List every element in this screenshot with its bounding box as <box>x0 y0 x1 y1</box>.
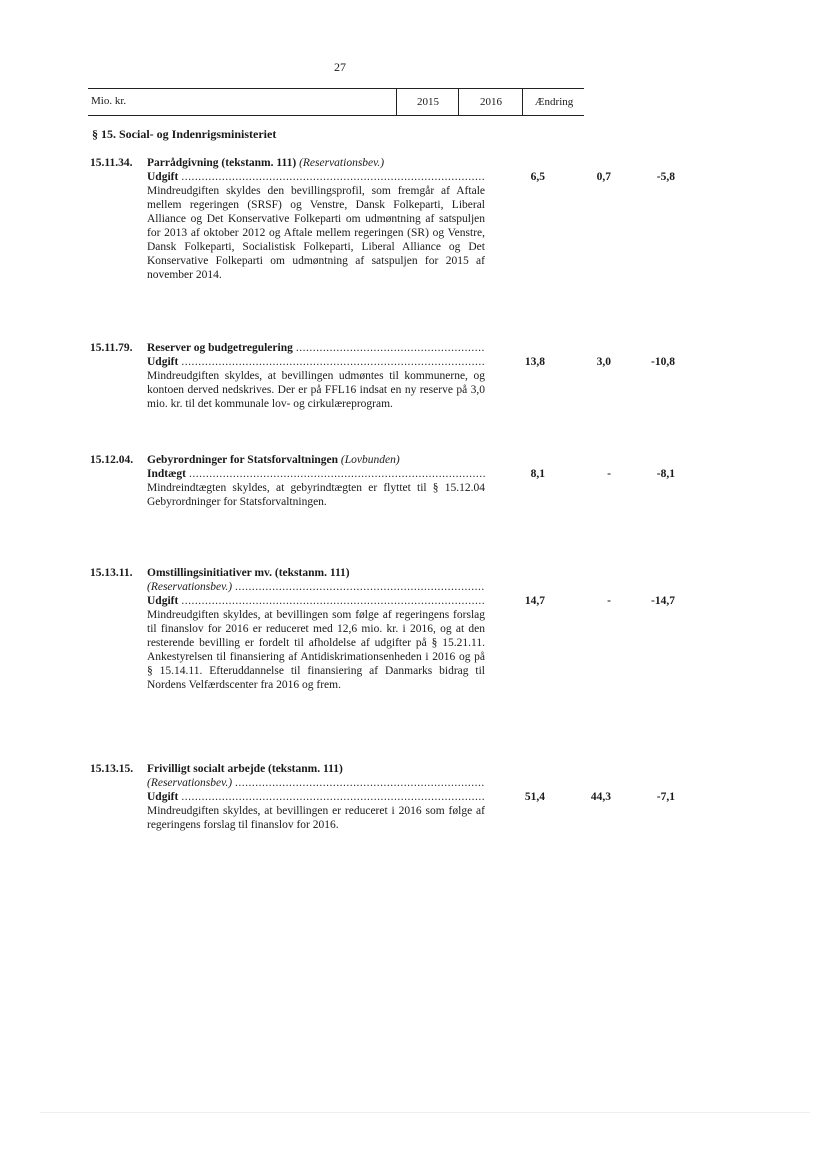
value-2015: 14,7 <box>524 595 545 607</box>
column-change: Ændring <box>522 89 585 115</box>
entry-description: Mindreindtægten skyldes, at gebyrindtægten er flyttet til § 15.12.04 Gebyrordninger for Statsforvaltningen. <box>147 482 485 508</box>
entry-title: Parrådgivning (tekstanm. 111) (Reservationsbev.) <box>147 157 385 169</box>
entry-title: Omstillingsinitiativer mv. (tekstanm. 111) <box>147 567 350 579</box>
entry-title: Gebyrordninger for Statsforvaltningen (Lovbunden) <box>147 454 400 466</box>
value-2015: 13,8 <box>524 356 545 368</box>
entry-description: Mindreudgiften skyldes, at bevillingen udmøntes til kommunerne, og kontoen derved nedskrives. Der er på FFL16 indsat en ny reserve på 3,0 mio. kr. til det kommunale lov- og cirkulæreprogram. <box>147 370 485 410</box>
dot-leader <box>181 355 485 369</box>
entry-label: Indtægt <box>147 468 186 480</box>
column-2016: 2016 <box>458 89 523 115</box>
entry-label: Udgift <box>147 171 179 183</box>
entry-subline: (Reservationsbev.) <box>147 581 233 593</box>
dot-leader <box>189 467 485 481</box>
value-change: -7,1 <box>656 791 675 803</box>
page-number: 27 <box>334 60 346 74</box>
value-change: -10,8 <box>651 356 675 368</box>
dot-leader <box>181 594 485 608</box>
page-divider <box>40 1112 810 1113</box>
value-2016: 3,0 <box>596 356 611 368</box>
table-header <box>88 88 584 116</box>
entry-title: Reserver og budgetregulering <box>147 342 293 354</box>
column-2015: 2015 <box>396 89 459 115</box>
ministry-heading: § 15. Social- og Indenrigsministeriet <box>92 127 277 141</box>
dot-leader <box>235 776 485 790</box>
entry-subline: (Reservationsbev.) <box>147 777 233 789</box>
unit-label: Mio. kr. <box>91 95 127 107</box>
account-number: 15.13.15. <box>90 763 134 775</box>
account-number: 15.13.11. <box>90 567 133 579</box>
value-2016: 44,3 <box>590 791 611 803</box>
dot-leader <box>181 170 485 184</box>
title-note: (Reservationsbev.) <box>299 157 385 169</box>
entry-label: Udgift <box>147 356 179 368</box>
entry-title: Frivilligt socialt arbejde (tekstanm. 111) <box>147 763 343 775</box>
value-2016: - <box>607 468 611 480</box>
entry-label: Udgift <box>147 791 179 803</box>
dot-leader <box>235 580 485 594</box>
value-change: -14,7 <box>651 595 675 607</box>
account-number: 15.12.04. <box>90 454 134 466</box>
entry-label: Udgift <box>147 595 179 607</box>
value-2015: 6,5 <box>530 171 545 183</box>
dot-leader <box>296 341 485 355</box>
value-2016: - <box>607 595 611 607</box>
value-2016: 0,7 <box>596 171 611 183</box>
dot-leader <box>181 790 485 804</box>
value-2015: 8,1 <box>530 468 545 480</box>
entry-description: Mindreudgiften skyldes, at bevillingen som følge af regeringens forslag til finanslov for 2016 er reduceret med 12,6 mio. kr. i 2016, og at den resterende bevilling er fordelt til afholdelse af udgifter på § 15.21.11. Ankestyrelsen til finansiering af Antidiskrimationsenheden i 2016 og på § 15.14.11. Efteruddannelse til finansiering af Danmarks bidrag til Nordens Velfærdscenter fra 2016 og frem. <box>147 609 485 691</box>
account-number: 15.11.34. <box>90 157 133 169</box>
entry-description: Mindreudgiften skyldes den bevillingsprofil, som fremgår af Aftale mellem regeringen (SRSF) og Venstre, Dansk Folkeparti, Liberal Alliance og Det Konservative Folkeparti om udmøntning af satspuljen for 2013 af oktober 2012 og Aftale mellem regeringen (SR) og Venstre, Dansk Folkeparti, Socialistisk Folkeparti, Liberal Alliance og Det Konservative Folkeparti om udmøntning af satspuljen for 2015 af november 2014. <box>147 185 485 281</box>
title-note: (Lovbunden) <box>340 454 400 466</box>
entry-description: Mindreudgiften skyldes, at bevillingen er reduceret i 2016 som følge af regeringens forslag til finanslov for 2016. <box>147 805 485 831</box>
value-2015: 51,4 <box>524 791 545 803</box>
value-change: -8,1 <box>656 468 675 480</box>
value-change: -5,8 <box>656 171 675 183</box>
account-number: 15.11.79. <box>90 342 133 354</box>
